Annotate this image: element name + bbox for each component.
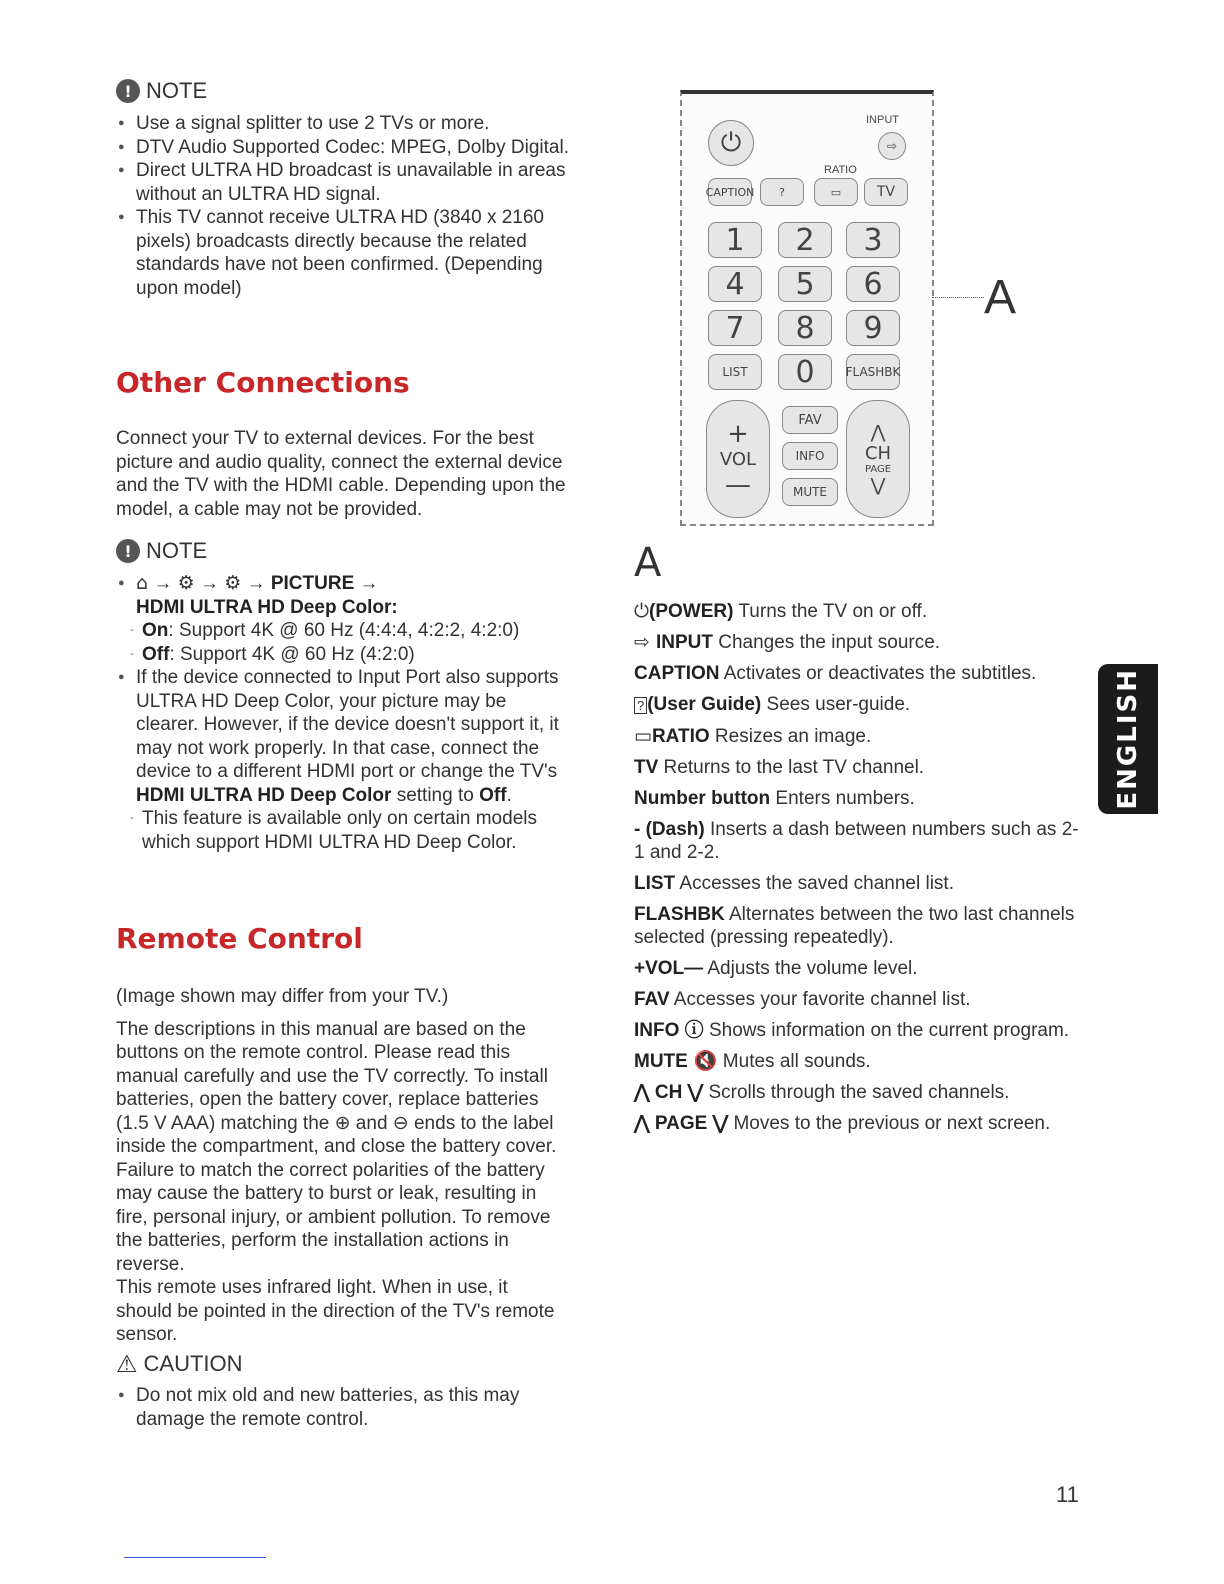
input-icon: ⇨ [878, 132, 906, 160]
desc-key: FLASHBK [634, 904, 725, 925]
remote-control-section [116, 922, 566, 1347]
desc-text: Enters numbers. [770, 788, 915, 809]
desc-key: Number button [634, 788, 771, 809]
language-tab-label: ENGLISH [1113, 668, 1143, 810]
desc-key: ⋀ PAGE ⋁ [634, 1113, 729, 1134]
number-button-3: 3 [846, 222, 900, 258]
arrow: → [199, 573, 219, 594]
desc-power [634, 600, 1084, 623]
chevron-up-icon: ⋀ [870, 422, 886, 443]
desc-user-guide [634, 693, 1084, 717]
number-button-7: 7 [708, 310, 762, 346]
remote-control-image [680, 90, 934, 526]
desc-input [634, 631, 1084, 654]
option-off [116, 643, 566, 667]
language-tab [1098, 664, 1158, 814]
option-on [116, 619, 566, 643]
mute-icon: 🔇 [687, 1050, 718, 1072]
desc-text: Accesses your favorite channel list. [669, 989, 971, 1010]
gear-icon: ⚙ [177, 572, 195, 594]
desc-text: Activates or deactivates the subtitles. [719, 663, 1037, 684]
caution-list [116, 1384, 566, 1431]
note-item: ● This TV cannot receive ULTRA HD (3840 x 2160 pixels) broadcasts directly because the related standards have not been confirmed. (Depending upon model) [116, 206, 576, 300]
tv-button: TV [864, 178, 908, 206]
desc-text: Moves to the previous or next screen. [728, 1113, 1051, 1134]
fav-button: FAV [782, 406, 838, 434]
note-block-2 [116, 538, 566, 854]
desc-text: Alternates between the two last channels selected (pressing repeatedly). [634, 904, 1075, 948]
caution-heading [116, 1350, 566, 1378]
option-text: : Support 4K @ 60 Hz (4:4:4, 4:2:2, 4:2:0) [168, 620, 520, 641]
desc-key: MUTE [634, 1051, 688, 1072]
note-item [116, 666, 566, 854]
desc-text: Mutes all sounds. [717, 1051, 871, 1072]
section-title: Other Connections [116, 366, 410, 399]
user-guide-icon: ? [760, 178, 804, 206]
home-icon: ⌂ [136, 572, 149, 594]
desc-key: ⋀ CH ⋁ [634, 1082, 704, 1103]
ratio-icon: ▭ [814, 178, 858, 206]
note-heading [116, 78, 576, 104]
number-button-5: 5 [778, 266, 832, 302]
option-label: On [142, 620, 169, 641]
note-bold: HDMI ULTRA HD Deep Color [136, 784, 392, 806]
minus-icon: — [725, 469, 751, 500]
image-note: (Image shown may differ from your TV.) [116, 986, 449, 1007]
callout-line [932, 297, 984, 298]
desc-page [634, 1112, 1084, 1135]
page-label: PAGE [864, 464, 892, 475]
ratio-label: RATIO [824, 164, 857, 176]
note-icon: ! [116, 539, 140, 563]
number-button-0: 0 [778, 354, 832, 390]
chevron-down-icon: ⋁ [870, 475, 886, 496]
desc-key: LIST [634, 873, 676, 894]
note-heading [116, 538, 566, 564]
section-text: This remote uses infrared light. When in use, it should be pointed in the direction of the TV's remote sensor. [116, 1277, 555, 1345]
note-text: setting to [391, 784, 480, 806]
arrow: → [359, 573, 379, 594]
note-block-1 [116, 78, 576, 300]
desc-info [634, 1019, 1084, 1042]
desc-number [634, 787, 1084, 810]
vol-label: VOL [719, 448, 757, 470]
sub-list [116, 807, 566, 854]
caption-button: CAPTION [708, 178, 752, 206]
desc-text: Shows information on the current program. [703, 1020, 1070, 1041]
arrow: → [153, 573, 173, 594]
desc-flashbk [634, 903, 1084, 949]
number-button-1: 1 [708, 222, 762, 258]
settings-icon: ⚙ [224, 572, 242, 594]
feature-note: - This feature is available only on certain models which support HDMI ULTRA HD Deep Color. [116, 807, 566, 854]
option-label: Off [142, 643, 170, 665]
note-bold: Off [479, 784, 507, 806]
note-label: NOTE [146, 78, 208, 103]
info-button: INFO [782, 442, 838, 470]
note-list [116, 112, 576, 300]
caution-block [116, 1350, 566, 1431]
input-icon: ⇨ [634, 631, 656, 653]
other-connections-section [116, 366, 566, 521]
arrow: → [246, 573, 266, 594]
desc-key: INFO ⓘ [634, 1020, 704, 1041]
number-button-9: 9 [846, 310, 900, 346]
note-text: . [506, 784, 512, 806]
warning-icon: ⚠ [116, 1350, 138, 1378]
desc-key: +VOL— [634, 958, 704, 979]
plus-icon: + [727, 418, 749, 449]
desc-fav [634, 988, 1084, 1011]
page-number: 11 [1056, 1482, 1079, 1507]
section-text: Connect your TV to external devices. For the best picture and audio quality, connect the external device and the TV with the HDMI cable. Depending upon the model, a cable may not be provided. [116, 428, 566, 520]
desc-key: TV [634, 757, 659, 778]
callout-label: A [984, 271, 1017, 324]
desc-text: Changes the input source. [712, 632, 941, 653]
caution-item: ● Do not mix old and new batteries, as this may damage the remote control. [116, 1384, 566, 1431]
desc-dash [634, 818, 1084, 864]
ch-label: CH [864, 443, 892, 464]
mute-button: MUTE [782, 478, 838, 506]
number-button-2: 2 [778, 222, 832, 258]
number-button-4: 4 [708, 266, 762, 302]
number-button-8: 8 [778, 310, 832, 346]
desc-tv [634, 756, 1084, 779]
desc-text: Inserts a dash between numbers such as 2-1 and 2-2. [634, 819, 1079, 863]
desc-text: Resizes an image. [709, 726, 872, 747]
setting-name: HDMI ULTRA HD Deep Color: [136, 596, 398, 618]
menu-path-item [116, 572, 566, 666]
desc-key: FAV [634, 989, 670, 1010]
note-text: If the device connected to Input Port also supports ULTRA HD Deep Color, your picture may be clearer. However, if the device doesn't support it, it may not work properly. In that case, connect the device to a different HDMI port or change the TV's [136, 667, 559, 782]
volume-rocker [706, 400, 770, 518]
desc-text: Scrolls through the saved channels. [703, 1082, 1010, 1103]
desc-text: Turns the TV on or off. [733, 601, 928, 622]
note-item: ● DTV Audio Supported Codec: MPEG, Dolby Digital. [116, 136, 576, 160]
bottom-rule [124, 1557, 266, 1558]
desc-key: (User Guide) [647, 694, 762, 715]
note-label: NOTE [146, 538, 208, 563]
menu-path-end: PICTURE [270, 573, 355, 594]
desc-mute [634, 1050, 1084, 1073]
section-title: Remote Control [116, 922, 363, 955]
section-a-heading: A [634, 540, 662, 586]
desc-text: Accesses the saved channel list. [675, 873, 954, 894]
desc-key: RATIO [651, 726, 710, 747]
note-item: ● Direct ULTRA HD broadcast is unavailable in areas without an ULTRA HD signal. [116, 159, 576, 206]
desc-caption [634, 662, 1084, 685]
note-item: ● Use a signal splitter to use 2 TVs or more. [116, 112, 576, 136]
desc-ch [634, 1081, 1084, 1104]
note-icon: ! [116, 79, 140, 103]
desc-text: Sees user-guide. [761, 694, 911, 715]
desc-list [634, 872, 1084, 895]
ratio-icon: ▭ [634, 725, 652, 747]
user-guide-icon: ? [634, 697, 647, 714]
caution-label: CAUTION [143, 1351, 243, 1376]
desc-vol [634, 957, 1084, 980]
desc-ratio [634, 725, 1084, 748]
number-button-6: 6 [846, 266, 900, 302]
desc-key: (POWER) [649, 601, 734, 622]
power-icon: ⏻ [634, 600, 650, 622]
flashbk-button: FLASHBK [846, 354, 900, 390]
desc-key: - (Dash) [634, 819, 705, 840]
section-a [634, 540, 1084, 1143]
section-text: The descriptions in this manual are based on the buttons on the remote control. Please read this manual carefully and use the TV correctly. To install batteries, open the battery cover, replace batteries (1.5 V AAA) matching the ⊕ and ⊖ ends to the label inside the compartment, and close the battery cover. Failure to match the correct polarities of the battery may cause the battery to burst or leak, resulting in fire, personal injury, or ambient pollution. To remove the batteries, perform the installation actions in reverse. [116, 1018, 557, 1275]
note-list [116, 572, 566, 854]
input-label: INPUT [866, 114, 899, 126]
channel-rocker [846, 400, 910, 518]
desc-text: Adjusts the volume level. [703, 958, 918, 979]
desc-key: CAPTION [634, 663, 720, 684]
option-list [116, 619, 566, 666]
power-icon: ⏻ [708, 120, 754, 166]
desc-text: Returns to the last TV channel. [658, 757, 925, 778]
desc-key: INPUT [655, 632, 713, 653]
list-button: LIST [708, 354, 762, 390]
option-text: : Support 4K @ 60 Hz (4:2:0) [169, 643, 415, 665]
